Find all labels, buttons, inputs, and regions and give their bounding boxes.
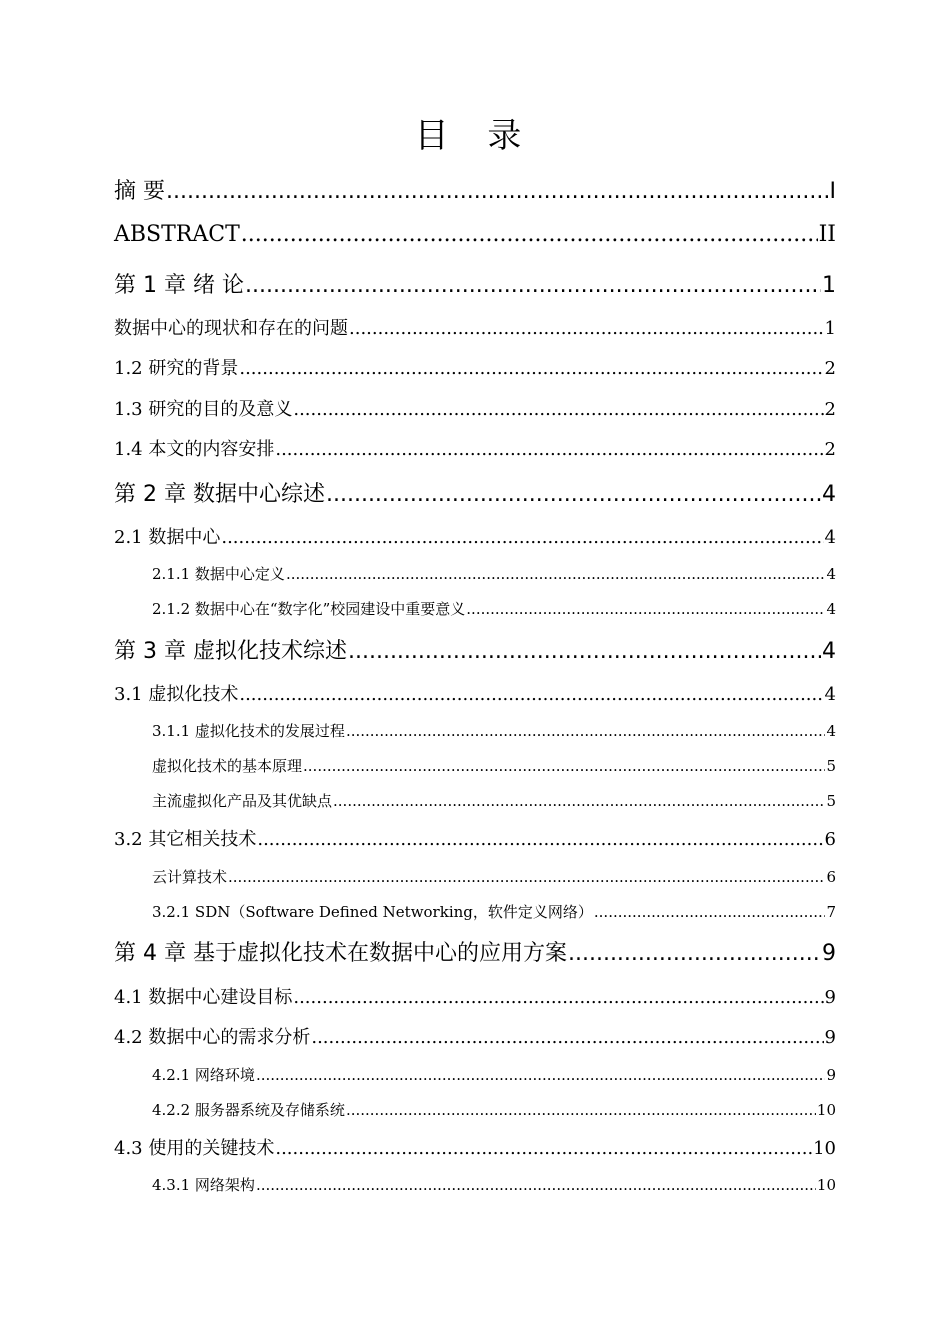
toc-entry-page: 6 [824, 829, 836, 850]
toc-entry-section[interactable] [114, 1134, 836, 1160]
toc-entry-page: 1 [824, 318, 836, 339]
toc-entry-page: 2 [824, 358, 836, 379]
toc-entry-section[interactable] [114, 395, 836, 421]
toc-entry-text: 4.2.1 网络环境 [152, 1066, 255, 1084]
toc-entry-subsection[interactable] [152, 901, 836, 922]
toc-entry-subsection[interactable] [152, 563, 836, 584]
toc-entry-text: 云计算技术 [152, 868, 228, 886]
toc-entry-text: 4.3.1 网络架构 [152, 1176, 255, 1194]
leader-dots [293, 987, 823, 1008]
leader-dots [275, 439, 823, 460]
leader-dots [326, 482, 821, 507]
toc-entry-text: 3.1 虚拟化技术 [114, 684, 239, 705]
toc-entry-page: 5 [826, 792, 836, 810]
toc-entry-section[interactable] [114, 354, 836, 380]
toc-entry-section[interactable] [114, 523, 836, 549]
leader-dots [256, 1066, 826, 1084]
toc-entry-page: 4 [826, 600, 836, 618]
toc-entry-text: 4.3 使用的关键技术 [114, 1138, 275, 1159]
toc-entry-section[interactable] [114, 314, 836, 340]
toc-entry-text: 第 3 章 虚拟化技术综述 [114, 639, 347, 664]
leader-dots [228, 868, 825, 886]
leader-dots [275, 1138, 812, 1159]
toc-entry-chapter-2[interactable] [114, 477, 836, 508]
toc-entry-chapter-1[interactable] [114, 268, 836, 299]
leader-dots [166, 179, 829, 204]
leader-dots [221, 527, 823, 548]
leader-dots [257, 829, 823, 850]
toc-entry-page: 9 [824, 987, 836, 1008]
toc-entry-subsection[interactable] [152, 1174, 836, 1195]
toc-entry-abstract-cn[interactable] [114, 174, 836, 205]
toc-entry-text: 2.1.2 数据中心在“数字化”校园建设中重要意义 [152, 600, 466, 618]
toc-entry-page: 10 [816, 1101, 836, 1119]
toc-entry-text: 4.2.2 服务器系统及存储系统 [152, 1101, 345, 1119]
toc-entry-text: 第 2 章 数据中心综述 [114, 482, 325, 507]
toc-entry-page: 4 [822, 639, 836, 664]
toc-entry-text: 2.1.1 数据中心定义 [152, 565, 285, 583]
toc-entry-page: 4 [824, 527, 836, 548]
toc-entry-page: 4 [822, 482, 836, 507]
toc-entry-subsection[interactable] [152, 1099, 836, 1120]
toc-entry-page: 4 [826, 565, 836, 583]
leader-dots [256, 1176, 816, 1194]
toc-entry-chapter-4[interactable] [114, 936, 836, 967]
leader-dots [348, 639, 821, 664]
page-title: 目 录 [414, 116, 536, 156]
toc-entry-subsection[interactable] [152, 755, 836, 776]
toc-entry-text: 主流虚拟化产品及其优缺点 [152, 792, 333, 810]
leader-dots [594, 903, 826, 921]
toc-entry-text: 2.1 数据中心 [114, 527, 221, 548]
toc-entry-abstract-en[interactable] [114, 222, 836, 247]
toc-entry-text: 第 1 章 绪 论 [114, 273, 244, 298]
toc-entry-section[interactable] [114, 1023, 836, 1049]
toc-entry-section[interactable] [114, 435, 836, 461]
toc-entry-page: 4 [824, 684, 836, 705]
leader-dots [346, 1101, 816, 1119]
toc-entry-page: 6 [826, 868, 836, 886]
leader-dots [349, 318, 824, 339]
toc-entry-subsection[interactable] [152, 598, 836, 619]
toc-entry-page: II [818, 222, 836, 247]
toc-entry-page: 4 [826, 722, 836, 740]
toc-entry-text: 虚拟化技术的基本原理 [152, 757, 303, 775]
leader-dots [311, 1027, 823, 1048]
toc-entry-text: 3.2 其它相关技术 [114, 829, 257, 850]
toc-entry-page: 7 [826, 903, 836, 921]
toc-entry-text: 1.4 本文的内容安排 [114, 439, 275, 460]
toc-entry-text: 第 4 章 基于虚拟化技术在数据中心的应用方案 [114, 941, 567, 966]
leader-dots [286, 565, 826, 583]
toc-entry-section[interactable] [114, 680, 836, 706]
toc-entry-text: 3.2.1 SDN（Software Defined Networking，软件定义网络） [152, 903, 593, 921]
toc-entry-section[interactable] [114, 983, 836, 1009]
toc-entry-subsection[interactable] [152, 866, 836, 887]
leader-dots [293, 399, 823, 420]
toc-entry-page: 2 [824, 439, 836, 460]
toc-entry-text: 3.1.1 虚拟化技术的发展过程 [152, 722, 345, 740]
toc-entry-page: 2 [824, 399, 836, 420]
leader-dots [466, 600, 825, 618]
leader-dots [239, 684, 823, 705]
toc-entry-chapter-3[interactable] [114, 634, 836, 665]
toc-entry-text: 1.3 研究的目的及意义 [114, 399, 293, 420]
toc-entry-text: 数据中心的现状和存在的问题 [114, 318, 348, 339]
toc-entry-subsection[interactable] [152, 790, 836, 811]
toc-entry-text: 1.2 研究的背景 [114, 358, 239, 379]
toc-entry-text: 4.1 数据中心建设目标 [114, 987, 293, 1008]
toc-entry-section[interactable] [114, 825, 836, 851]
toc-entry-page: 10 [816, 1176, 836, 1194]
toc-entry-text: ABSTRACT [114, 222, 240, 247]
toc-entry-page: 9 [824, 1027, 836, 1048]
toc-entry-subsection[interactable] [152, 720, 836, 741]
toc-entry-text: 摘 要 [114, 179, 165, 204]
leader-dots [239, 358, 823, 379]
toc-entry-page: 9 [822, 941, 836, 966]
leader-dots [568, 941, 821, 966]
toc-entry-page: I [829, 179, 836, 204]
leader-dots [346, 722, 826, 740]
leader-dots [245, 273, 821, 298]
leader-dots [333, 792, 825, 810]
toc-entry-page: 1 [822, 273, 836, 298]
toc-entry-subsection[interactable] [152, 1064, 836, 1085]
leader-dots [303, 757, 825, 775]
toc-entry-page: 10 [813, 1138, 836, 1159]
toc-entry-text: 4.2 数据中心的需求分析 [114, 1027, 311, 1048]
leader-dots [241, 222, 818, 247]
toc-entry-page: 5 [826, 757, 836, 775]
toc-entry-page: 9 [826, 1066, 836, 1084]
